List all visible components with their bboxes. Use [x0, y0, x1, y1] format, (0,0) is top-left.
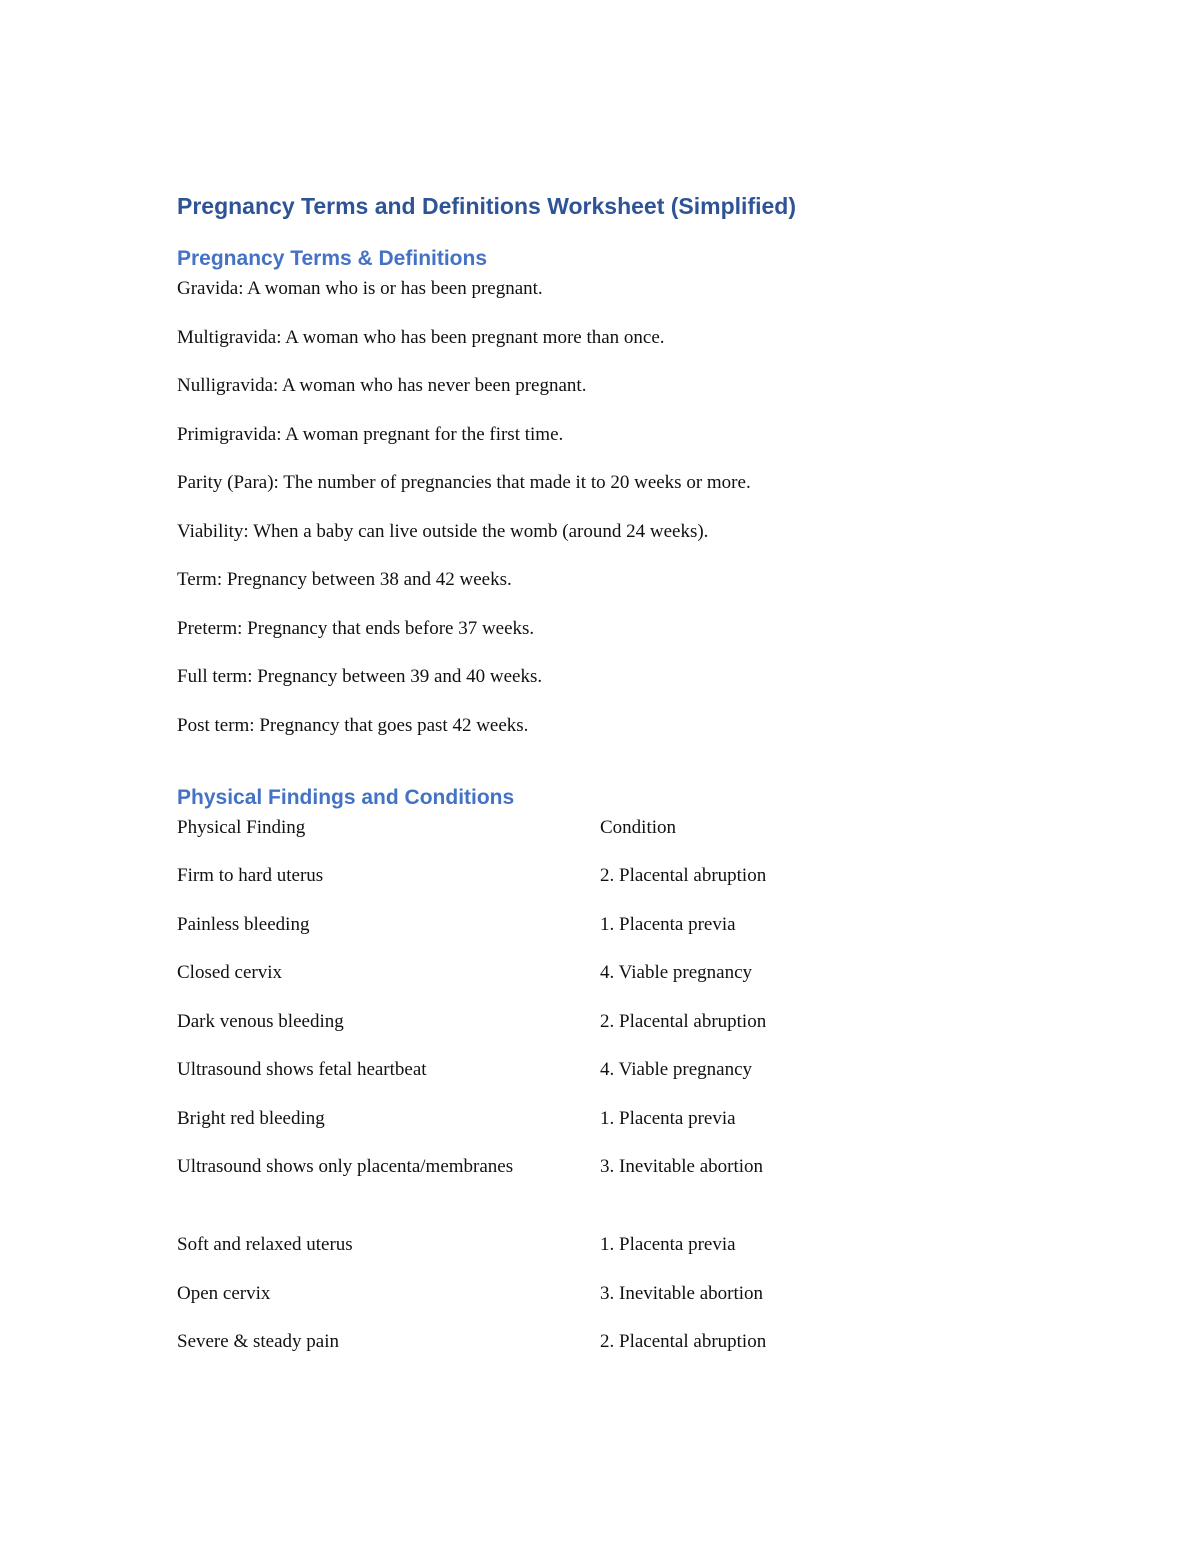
definition-item: Nulligravida: A woman who has never been pregnant.	[177, 375, 587, 396]
column-header-condition: Condition	[600, 817, 677, 838]
condition-cell: 1. Placenta previa	[600, 913, 736, 935]
condition-cell: 1. Placenta previa	[600, 1234, 736, 1255]
finding-cell: Painless bleeding	[177, 913, 310, 935]
condition-cell: 3. Inevitable abortion	[600, 1156, 764, 1177]
definition-item: Term: Pregnancy between 38 and 42 weeks.	[177, 569, 512, 590]
table-row	[177, 1055, 930, 1104]
definition-item: Multigravida: A woman who has been pregnant more than once.	[177, 326, 665, 348]
condition-cell: 3. Inevitable abortion	[600, 1282, 764, 1304]
finding-cell: Severe & steady pain	[177, 1331, 339, 1352]
finding-cell: Dark venous bleeding	[177, 1010, 344, 1032]
finding-cell: Closed cervix	[177, 962, 283, 983]
table-row	[177, 1007, 930, 1056]
finding-cell: Bright red bleeding	[177, 1107, 325, 1129]
definition-item: Gravida: A woman who is or has been pregnant.	[177, 278, 543, 299]
section-heading-terms: Pregnancy Terms & Definitions	[177, 247, 488, 270]
definitions-list	[177, 274, 1057, 759]
condition-cell: 1. Placenta previa	[600, 1107, 736, 1129]
finding-cell: Firm to hard uterus	[177, 865, 324, 886]
definition-item: Post term: Pregnancy that goes past 42 weeks.	[177, 714, 529, 736]
document-page	[177, 188, 1057, 1376]
table-row	[177, 1327, 930, 1376]
table-row	[177, 1104, 930, 1153]
finding-cell: Open cervix	[177, 1282, 271, 1304]
condition-cell: 2. Placental abruption	[600, 1331, 767, 1352]
document-title: Pregnancy Terms and Definitions Worksheet (Simplified)	[177, 193, 796, 219]
condition-cell: 4. Viable pregnancy	[600, 962, 753, 983]
table-row	[177, 861, 930, 910]
table-header-row	[177, 813, 930, 861]
condition-cell: 4. Viable pregnancy	[600, 1059, 753, 1080]
table-row	[177, 1152, 930, 1230]
findings-table	[177, 813, 930, 1376]
definition-item: Parity (Para): The number of pregnancies that made it to 20 weeks or more.	[177, 472, 751, 493]
table-row	[177, 910, 930, 959]
definition-item: Primigravida: A woman pregnant for the first time.	[177, 423, 564, 445]
definition-item: Full term: Pregnancy between 39 and 40 weeks.	[177, 666, 543, 687]
finding-cell: Ultrasound shows only placenta/membranes	[177, 1156, 514, 1177]
finding-cell: Soft and relaxed uterus	[177, 1234, 353, 1255]
table-row	[177, 1230, 930, 1279]
finding-cell: Ultrasound shows fetal heartbeat	[177, 1059, 427, 1080]
column-header-finding: Physical Finding	[177, 817, 306, 838]
condition-cell: 2. Placental abruption	[600, 865, 767, 886]
definition-item: Viability: When a baby can live outside the womb (around 24 weeks).	[177, 520, 709, 542]
condition-cell: 2. Placental abruption	[600, 1010, 767, 1032]
table-row	[177, 958, 930, 1007]
section-heading-findings: Physical Findings and Conditions	[177, 786, 515, 809]
table-row	[177, 1279, 930, 1328]
definition-item: Preterm: Pregnancy that ends before 37 weeks.	[177, 617, 535, 639]
